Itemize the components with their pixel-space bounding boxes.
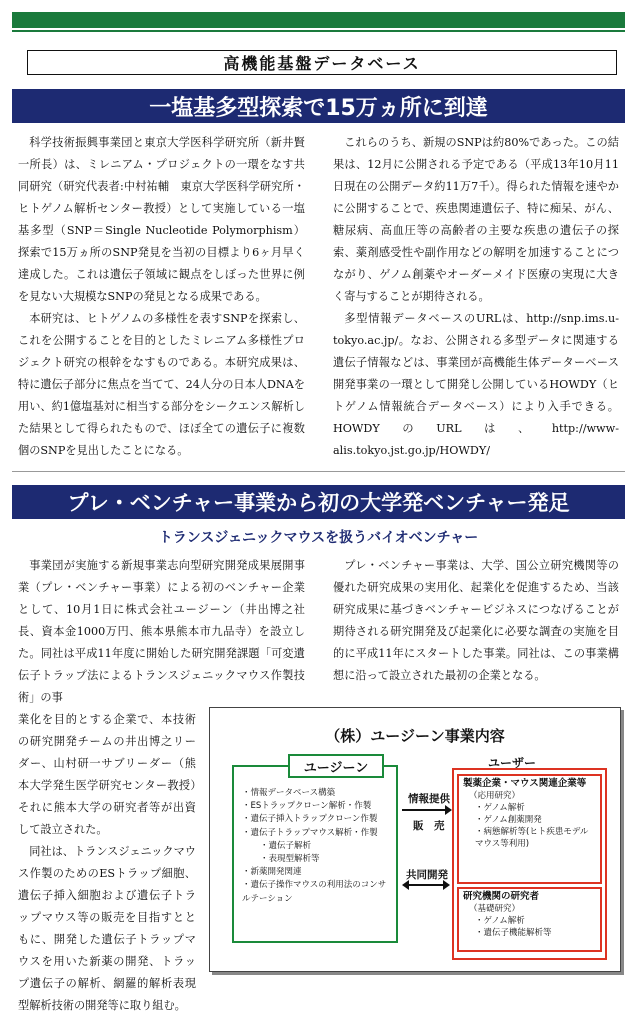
user1-item: ・病態解析等(ヒト疾患モデルマウス等利用) — [475, 827, 589, 849]
article2-left-column-top — [18, 555, 305, 709]
article1-left-column — [18, 132, 305, 462]
company-item: ・ 遺伝子挿入トラップクローン作製 — [242, 813, 392, 826]
user1-category: （応用研究） — [469, 791, 521, 801]
company-item: ・ 遺伝子操作マウスの利用法のコンサルテーション — [242, 879, 392, 905]
user2-item: ・遺伝子機能解析等 — [475, 928, 552, 938]
article2-right-column — [333, 555, 619, 687]
company-label: ユージーン — [288, 754, 384, 778]
section-title: 高機能基盤データベース — [223, 54, 421, 73]
article1-right-para-1: これらのうち、新規のSNPは約80%であった。この結果は、12月に公開される予定である（平成13年10月11日現在の公開データ約11万7千）。得られた情報を速やかに公開することで、疾患関連遺伝子、特に痴呆、がん、糖尿病、高血圧等の高齢者の主要な疾患の遺伝子の探索、薬剤感受性や副作用などの解明を加速することにつながり、ゲノム創薬やオーダーメイド医療の実現に大きく寄与することが期待される。 — [333, 136, 619, 303]
article1-right-column — [333, 132, 619, 462]
user2-title: 研究機関の研究者 — [463, 891, 540, 902]
user-group-research — [457, 887, 602, 952]
article1-right-para-2: 多型情報データベースのURLは、http://snp.ims.u-tokyo.ac.jp/。なお、公開される多型データに関連する遺伝子情報などは、事業団が高機能生体データーベース開発事業の一環として開発し公開しているHOWDY（ヒトゲノム情報統合データベース）により入手できる。HOWDYのURLは、http://www-alis.tokyo.jst.go.jp/HOWDY/ — [333, 312, 619, 457]
company-item: ・ 遺伝子トラップマウス解析・作製 — [242, 827, 392, 840]
company-items — [242, 787, 392, 906]
arrow-info-label: 情報提供 — [408, 793, 450, 805]
arrow-joint-label: 共同開発 — [406, 869, 448, 881]
company-subitem: ・遺伝子解析 — [260, 840, 312, 851]
article2-subheadline: トランスジェニックマウスを扱うバイオベンチャー — [158, 530, 479, 546]
user1-title: 製薬企業・マウス関連企業等 — [463, 778, 587, 789]
article2-left-para-3: 同社は、トランスジェニックマウス作製のためのESトラップ細胞、遺伝子挿入細胞および遺伝子トラップマウス等の販売を目指すとともに、開発した遺伝子トラップマウスを用いた新薬の開発、トラップ遺伝子の解析、網羅的解析表現型解析技術の開発等に取り組む。 — [18, 845, 196, 1012]
article2-left-para-2: 業化を目的とする企業で、本技術の研究開発チームの井出博之リーダー、山村研一サブリーダー（熊本大学発生医学研究センター教授）それに熊本大学の研究者等が出資して設立された。 — [18, 713, 196, 836]
user1-item: ・ゲノム解析 — [475, 803, 525, 813]
top-green-bar — [12, 12, 625, 28]
article2-right-para: プレ・ベンチャー事業は、大学、国公立研究機関等の優れた研究成果の実用化、起業化を促進するため、当該研究成果に基づきベンチャービジネスにつなげることが期待される研究開発及び起業化に必要な調査の実施を目的に平成11年にスタートした事業。同社は、この事業構想に沿って設立された最初の企業となる。 — [333, 559, 619, 682]
company-subitem: ・表現型解析等 — [260, 854, 320, 865]
arrow-both-icon — [408, 884, 444, 886]
company-box — [232, 760, 398, 943]
arrow-right-icon — [402, 809, 446, 811]
article2-left-column-bottom — [18, 709, 196, 1017]
business-diagram — [209, 707, 621, 972]
arrow-sales-label: 販 売 — [413, 820, 445, 832]
company-item: ・ 新薬開発関連 — [242, 866, 392, 879]
user1-item: ・ゲノム創薬開発 — [475, 815, 542, 825]
article1-headline: 一塩基多型探索で15万ヵ所に到達 — [12, 89, 625, 123]
users-box — [452, 768, 607, 960]
section-title-box — [27, 50, 617, 75]
article1-left-para-2: 本研究は、ヒトゲノムの多様性を表すSNPを探索し、これを公開することを目的としたミレニアム多様性プロジェクト研究の根幹をなすものである。本研究成果は、特に遺伝子部分に焦点を当てて、24人分の日本人DNAを用い、約1億塩基対に相当する部分をシークエンス解析した結果として得られたもので、ほぼ全ての遺伝子に複数個のSNPを見出したことになる。 — [18, 312, 305, 457]
article1-left-para-1: 科学技術振興事業団と東京大学医科学研究所（新井賢一所長）は、ミレニアム・プロジェクトの一環をなす共同研究（研究代表者:中村祐輔 東京大学医科学研究所・ヒトゲノム解析センター教授）として実施している一塩基多型（SNP＝Single Nucleotide Polymorphism）探索で15万ヵ所のSNP発見を当初の目標より6ヶ月早く達成した。これは遺伝子領域に観点をしぼった世界に例を見ない大規模なSNPの発見となる成果である。 — [18, 136, 305, 303]
article-divider — [12, 471, 625, 472]
user-group-industry — [457, 774, 602, 884]
company-item: ・ ESトラップクローン解析・作製 — [242, 800, 392, 813]
company-item: ・ 情報データベース構築 — [242, 787, 392, 800]
diagram-title: （株）ユージーン事業内容 — [325, 727, 505, 745]
user2-item: ・ゲノム解析 — [475, 916, 525, 926]
article2-left-para-1: 事業団が実施する新規事業志向型研究開発成果展開事業（プレ・ベンチャー事業）による初のベンチャー企業として、10月1日に株式会社ユージーン（井出博之社長、資本金1000万円、熊本県熊本市九品寺）を設立した。同社は平成11年度に開始した研究開発課題「可変遺伝子トラップ法によるトランスジェニックマウス作製技術」の事 — [18, 559, 305, 704]
user2-category: （基礎研究） — [469, 904, 521, 914]
user-label: ユーザー — [488, 756, 537, 770]
article2-headline: プレ・ベンチャー事業から初の大学発ベンチャー発足 — [12, 485, 625, 519]
